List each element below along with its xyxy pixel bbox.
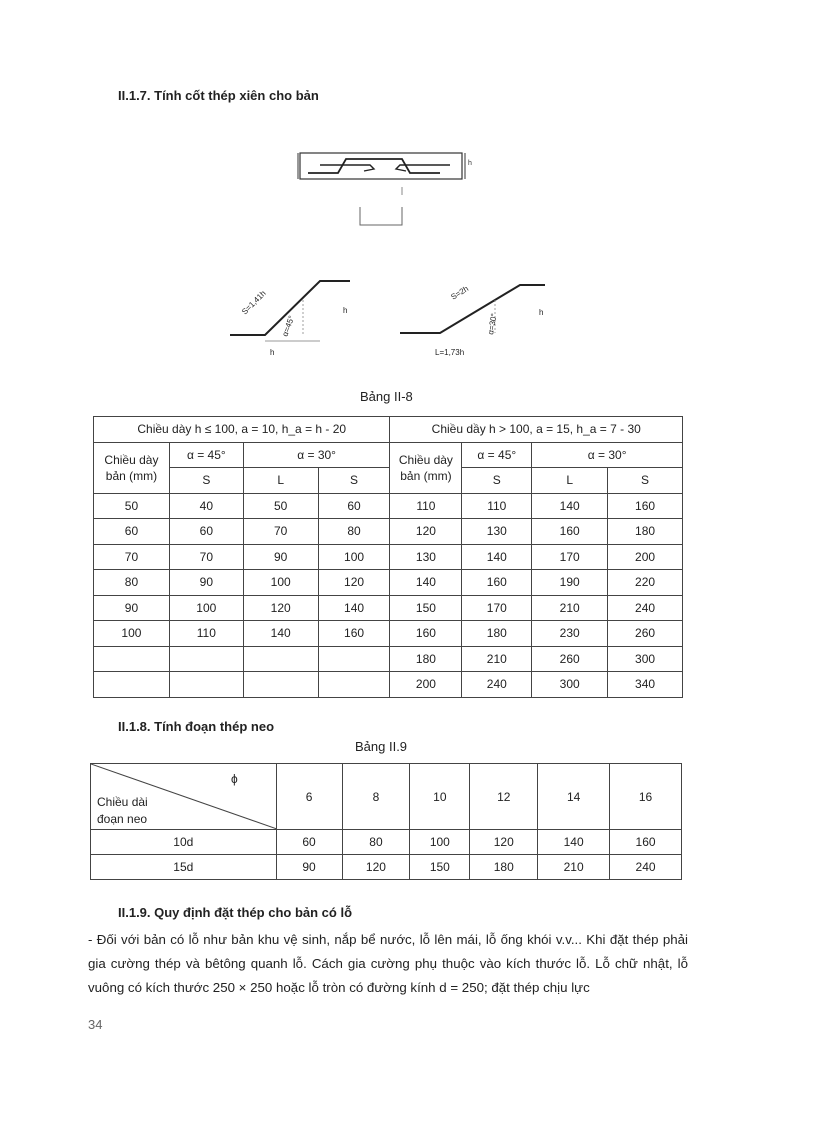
table-row	[94, 621, 683, 647]
table-cell: 150	[390, 595, 462, 621]
table-cell: 200	[608, 544, 683, 570]
table-cell: 160	[318, 621, 390, 647]
table-cell: 170	[462, 595, 532, 621]
table-cell: 60	[94, 519, 170, 545]
table-cell: 260	[532, 646, 608, 672]
table-row	[94, 595, 683, 621]
table-cell: 340	[608, 672, 683, 698]
diagonal-header-cell	[91, 764, 277, 830]
page-number: 34	[88, 1017, 103, 1032]
table-cell: 120	[390, 519, 462, 545]
table8-body	[94, 493, 683, 697]
diameter-header: 14	[538, 764, 610, 830]
table-cell: 160	[610, 830, 682, 855]
table-cell: 160	[608, 493, 683, 519]
diameter-header: 16	[610, 764, 682, 830]
table-cell: 100	[410, 830, 470, 855]
table-cell	[243, 646, 318, 672]
section-heading-119: II.1.9. Quy định đặt thép cho bản có lỗ	[118, 905, 353, 920]
col-thickness-left: Chiều dày bản (mm)	[94, 442, 170, 493]
table-cell: 130	[390, 544, 462, 570]
diameter-header: 8	[342, 764, 410, 830]
table-cell: 140	[318, 595, 390, 621]
table-cell: 110	[462, 493, 532, 519]
alpha30-left: α = 30°	[243, 442, 390, 468]
ha-label-2: h	[343, 306, 348, 315]
table-row	[94, 544, 683, 570]
table-cell: 80	[318, 519, 390, 545]
table-cell: 100	[169, 595, 243, 621]
table-cell: 140	[390, 570, 462, 596]
table-row	[94, 493, 683, 519]
table-cell: 90	[276, 855, 342, 880]
table-cell: 300	[608, 646, 683, 672]
table-cell: 120	[342, 855, 410, 880]
col-s: S	[608, 468, 683, 494]
table-row	[94, 672, 683, 698]
section-heading-118: II.1.8. Tính đoạn thép neo	[118, 719, 275, 734]
bent-bar-30-diagram	[395, 265, 565, 365]
table-cell: 240	[462, 672, 532, 698]
table-cell	[243, 672, 318, 698]
table-cell: 180	[470, 855, 538, 880]
table-cell	[318, 672, 390, 698]
alpha45-label: α=45°	[280, 314, 297, 338]
table-ii-8	[93, 416, 683, 698]
table-row	[94, 519, 683, 545]
diameter-header: 10	[410, 764, 470, 830]
table-cell: 100	[243, 570, 318, 596]
table-cell: 150	[410, 855, 470, 880]
left-group-header: Chiều dày h ≤ 100, a = 10, h_a = h - 20	[94, 417, 390, 443]
table-cell: 70	[94, 544, 170, 570]
ha-label-3: h	[539, 308, 544, 317]
table-cell: 100	[318, 544, 390, 570]
table-cell: 180	[608, 519, 683, 545]
body-paragraph: - Đối với bản có lỗ như bản khu vệ sinh, nắp bể nước, lỗ lên mái, lỗ ống khói v.v... Khi đặt thép phải gia cường thép và bêtông quanh lỗ. Cách gia cường phụ thuộc vào kích thước lỗ. Lỗ chữ nhật, lỗ vuông có kích thước 250 × 250 hoặc lỗ tròn có đường kính d = 250; đặt thép chịu lực	[88, 932, 688, 995]
table-row	[91, 855, 682, 880]
table-cell: 110	[169, 621, 243, 647]
table-cell: 200	[390, 672, 462, 698]
table-cell: 140	[243, 621, 318, 647]
table-cell: 190	[532, 570, 608, 596]
table-cell: 160	[532, 519, 608, 545]
diameter-header: 12	[470, 764, 538, 830]
table-cell: 240	[608, 595, 683, 621]
table-cell: 180	[390, 646, 462, 672]
col-s: S	[318, 468, 390, 494]
alpha30-label: α=30°	[486, 312, 499, 336]
table-cell	[169, 672, 243, 698]
table-cell	[94, 646, 170, 672]
right-group-header: Chiều dầy h > 100, a = 15, h_a = 7 - 30	[390, 417, 683, 443]
table-row	[94, 646, 683, 672]
table-cell: 40	[169, 493, 243, 519]
table-cell: 140	[532, 493, 608, 519]
table-row	[94, 570, 683, 596]
s45-label: S=1,41h	[240, 288, 268, 317]
table-cell: 120	[318, 570, 390, 596]
table-cell: 210	[532, 595, 608, 621]
table-cell: 230	[532, 621, 608, 647]
table-cell: 240	[610, 855, 682, 880]
table-cell: 180	[462, 621, 532, 647]
table-cell: 220	[608, 570, 683, 596]
alpha45-left: α = 45°	[169, 442, 243, 468]
table-cell	[318, 646, 390, 672]
section-heading-117: II.1.7. Tính cốt thép xiên cho bản	[118, 88, 319, 103]
table-cell: 260	[608, 621, 683, 647]
table-cell: 90	[169, 570, 243, 596]
col-s: S	[462, 468, 532, 494]
diameter-header: 6	[276, 764, 342, 830]
svg-text:h: h	[468, 160, 472, 167]
bent-bar-45-diagram	[225, 265, 365, 365]
table-cell: 140	[462, 544, 532, 570]
table-cell: 50	[243, 493, 318, 519]
table-cell: 110	[390, 493, 462, 519]
table-cell: 70	[243, 519, 318, 545]
table-cell: 100	[94, 621, 170, 647]
alpha45-right: α = 45°	[462, 442, 532, 468]
table-cell: 80	[94, 570, 170, 596]
table-ii-9	[90, 763, 682, 880]
col-l: L	[532, 468, 608, 494]
table-cell	[94, 672, 170, 698]
table-row	[91, 830, 682, 855]
table-cell: 120	[243, 595, 318, 621]
table-cell: 50	[94, 493, 170, 519]
table-cell: 70	[169, 544, 243, 570]
table-cell: 90	[243, 544, 318, 570]
table-cell: 140	[538, 830, 610, 855]
row-label: 15d	[91, 855, 277, 880]
table-cell: 210	[538, 855, 610, 880]
table-cell: 60	[318, 493, 390, 519]
table9-caption: Bảng II.9	[355, 739, 408, 754]
table-cell: 160	[462, 570, 532, 596]
col-s: S	[169, 468, 243, 494]
table-cell: 80	[342, 830, 410, 855]
table-cell: 60	[169, 519, 243, 545]
table8-caption: Bảng II-8	[360, 389, 413, 404]
col-l: L	[243, 468, 318, 494]
table-cell: 160	[390, 621, 462, 647]
table9-body	[91, 830, 682, 880]
table-cell: 90	[94, 595, 170, 621]
alpha30-right: α = 30°	[532, 442, 683, 468]
phi-label: ϕ	[231, 772, 238, 786]
ha-label-1: h	[270, 348, 275, 357]
s30-label: S=2h	[449, 284, 471, 302]
table-cell: 170	[532, 544, 608, 570]
table-cell	[169, 646, 243, 672]
table-cell: 300	[532, 672, 608, 698]
col-thickness-right: Chiều dày bản (mm)	[390, 442, 462, 493]
table-cell: 120	[470, 830, 538, 855]
l-label: L=1,73h	[435, 348, 465, 357]
slab-rebar-diagram	[290, 145, 510, 235]
row-header-label: Chiều dài đoạn neo	[97, 795, 148, 826]
table-cell: 60	[276, 830, 342, 855]
table-cell: 130	[462, 519, 532, 545]
table-cell: 210	[462, 646, 532, 672]
row-label: 10d	[91, 830, 277, 855]
